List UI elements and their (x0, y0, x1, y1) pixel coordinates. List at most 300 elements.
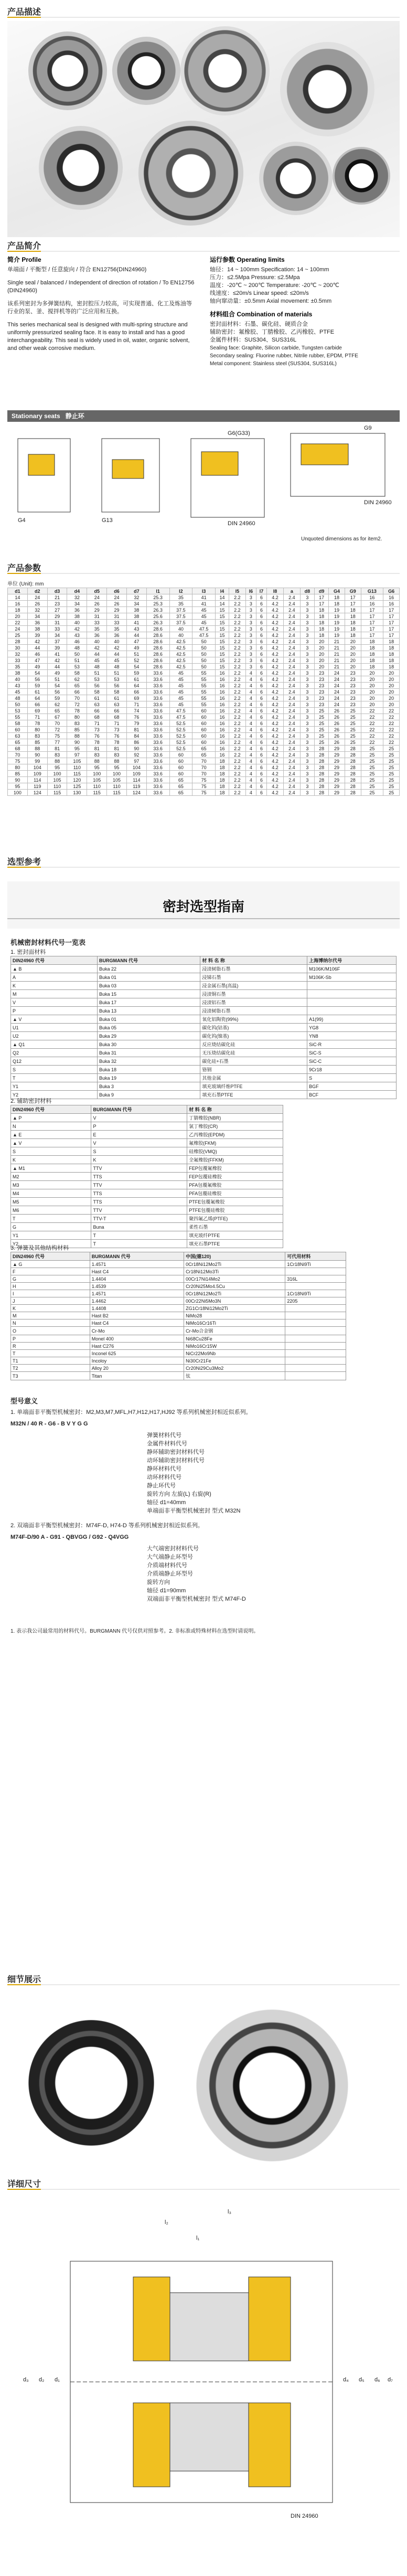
secondary-cell: 柔性石墨 (187, 1223, 283, 1231)
params-cell: 36 (87, 632, 107, 638)
springs-cell: 316L (285, 1275, 346, 1283)
secondary-cell: TTV (91, 1164, 187, 1173)
params-cell: 16 (216, 720, 229, 727)
params-cell: 22 (383, 708, 400, 714)
guide-header (7, 881, 400, 929)
params-cell: 54 (27, 670, 47, 676)
params-cell: 45 (169, 670, 192, 676)
params-cell: 3 (245, 594, 256, 601)
springs-cell: Hast C276 (90, 1343, 184, 1350)
params-cell: 66 (87, 708, 107, 714)
params-cell: 33.6 (146, 739, 169, 746)
springs-cell: Cr20Ni25Mo4.5Cu (184, 1283, 285, 1290)
faces-row (11, 1024, 397, 1032)
params-cell: 109 (126, 771, 146, 777)
params-row (8, 689, 400, 695)
params-cell: 68 (8, 746, 28, 752)
params-cell: 34 (27, 613, 47, 620)
params-header-cell: d9 (315, 588, 329, 594)
springs-cell: Hast B2 (90, 1312, 184, 1319)
params-cell: 52.5 (169, 746, 192, 752)
params-cell: 6 (256, 664, 266, 670)
params-cell: 63 (107, 701, 127, 708)
params-cell: 20 (345, 664, 361, 670)
params-cell: 51 (47, 676, 67, 683)
params-cell: 115 (47, 790, 67, 796)
params-cell: 100 (47, 771, 67, 777)
dim-l3: l₃ (228, 2209, 231, 2215)
seal-image-1 (28, 31, 107, 110)
params-cell: 18 (315, 607, 329, 613)
params-row (8, 783, 400, 790)
params-cell: 59 (27, 683, 47, 689)
params-cell: 35 (107, 626, 127, 632)
params-cell: 17 (361, 620, 383, 626)
secondary-cell: TTS (91, 1189, 187, 1198)
springs-cell: G (11, 1275, 90, 1283)
params-cell: 28 (345, 752, 361, 758)
params-cell: 29 (47, 613, 67, 620)
params-cell: 81 (47, 746, 67, 752)
params-cell: 66 (126, 689, 146, 695)
params-cell: 88 (87, 758, 107, 764)
section-title-detail: 细节展示 (7, 1975, 41, 1984)
params-cell: 3 (300, 777, 314, 783)
params-cell: 38 (27, 626, 47, 632)
secondary-cell: E (91, 1131, 187, 1139)
example-1 (10, 1408, 397, 1515)
params-cell: 2.2 (229, 664, 245, 670)
faces-cell: SiC-R (307, 1040, 397, 1049)
params-cell: 2.4 (283, 651, 300, 657)
stationary-seats-drawings (7, 423, 400, 549)
params-cell: 2.4 (283, 607, 300, 613)
example-2-line: 介质端材料代号 (147, 1562, 187, 1569)
params-cell: 24 (329, 676, 345, 683)
params-cell: 34 (67, 601, 87, 607)
params-cell: 68 (87, 714, 107, 720)
params-cell: 42 (107, 645, 127, 651)
params-cell: 2.2 (229, 594, 245, 601)
params-row (8, 708, 400, 714)
params-cell: 16 (361, 601, 383, 607)
params-cell: 6 (256, 701, 266, 708)
params-cell: 22 (361, 708, 383, 714)
params-cell: 6 (256, 727, 266, 733)
params-cell: 3 (300, 620, 314, 626)
params-cell: 18 (383, 638, 400, 645)
params-cell: 4 (245, 720, 256, 727)
params-cell: 53 (67, 664, 87, 670)
faces-cell: Buka 13 (97, 1007, 200, 1015)
example-1-line: 轴径 d1=40mm (147, 1499, 186, 1506)
params-cell: 60 (169, 758, 192, 764)
params-row (8, 695, 400, 701)
secondary-cell: 乙丙橡胶(EPDM) (187, 1131, 283, 1139)
example-2-line: 双端面非平衡型机械密封 型式 M74F-D (147, 1596, 246, 1602)
springs-cell: T3 (11, 1372, 90, 1380)
params-cell: 31 (47, 620, 67, 626)
params-cell: 3 (245, 632, 256, 638)
springs-cell: Monel 400 (90, 1335, 184, 1343)
stationary-seats-en: Stationary seats (12, 412, 60, 420)
params-cell: 70 (8, 752, 28, 758)
params-cell: 2.4 (283, 657, 300, 664)
params-cell: 28 (345, 790, 361, 796)
params-cell: 33 (8, 657, 28, 664)
params-cell: 66 (107, 708, 127, 714)
params-cell: 35 (87, 626, 107, 632)
params-cell: 28 (345, 746, 361, 752)
params-cell: 85 (27, 739, 47, 746)
params-cell: 4 (245, 777, 256, 783)
springs-cell: 1.4539 (90, 1283, 184, 1290)
params-cell: 50 (192, 638, 216, 645)
params-cell: 52.5 (169, 727, 192, 733)
params-cell: 42.5 (169, 664, 192, 670)
params-cell: 61 (107, 695, 127, 701)
params-cell: 32 (27, 607, 47, 613)
params-cell: 2.2 (229, 620, 245, 626)
params-header-cell: G13 (361, 588, 383, 594)
secondary-row (11, 1223, 283, 1231)
params-cell: 3 (300, 683, 314, 689)
params-cell: 21 (329, 657, 345, 664)
params-cell: 100 (87, 771, 107, 777)
params-cell: 4 (245, 733, 256, 739)
faces-cell: M106K/M106F (307, 965, 397, 973)
params-cell: 53 (87, 676, 107, 683)
faces-cell: M106K-Sb (307, 973, 397, 982)
secondary-cell: 丁腈橡胶(NBR) (187, 1114, 283, 1122)
springs-cell (285, 1365, 346, 1372)
secondary-cell: 氯丁橡胶(CR) (187, 1122, 283, 1131)
params-cell: 16 (216, 752, 229, 758)
params-cell: 97 (67, 752, 87, 758)
params-cell: 46 (27, 651, 47, 657)
params-cell: 55 (192, 676, 216, 683)
params-cell: 33.6 (146, 720, 169, 727)
params-cell: 33.6 (146, 790, 169, 796)
params-cell: 23 (315, 695, 329, 701)
params-cell: 25 (383, 790, 400, 796)
springs-cell: Hast C4 (90, 1319, 184, 1327)
params-cell: 42 (27, 638, 47, 645)
params-cell: 24 (27, 594, 47, 601)
seat-label-din-1: DIN 24960 (228, 520, 255, 527)
params-cell: 4.2 (267, 695, 284, 701)
params-cell: 25 (315, 714, 329, 720)
params-cell: 25.3 (146, 601, 169, 607)
params-cell: 4.2 (267, 626, 284, 632)
params-cell: 4 (245, 714, 256, 720)
params-cell: 74 (126, 708, 146, 714)
params-cell: 2.2 (229, 601, 245, 607)
springs-row (11, 1365, 346, 1372)
params-cell: 22 (383, 739, 400, 746)
params-cell: 17 (383, 632, 400, 638)
springs-row (11, 1290, 346, 1297)
faces-row (11, 1040, 397, 1049)
params-cell: 22 (361, 739, 383, 746)
params-cell: 16 (383, 601, 400, 607)
params-cell: 42.5 (169, 657, 192, 664)
params-cell: 2.4 (283, 708, 300, 714)
faces-cell: YG8 (307, 1024, 397, 1032)
params-cell: 72 (47, 727, 67, 733)
params-cell: 2.4 (283, 689, 300, 695)
section-divider (7, 573, 400, 574)
dim-d4: d₄ (343, 2377, 349, 2383)
params-cell: 2.2 (229, 670, 245, 676)
example-1-line: 静环辅助密封材料代号 (147, 1449, 205, 1455)
springs-header-cell: 可代用材料 (285, 1252, 346, 1261)
secondary-cell: T (91, 1240, 187, 1248)
springs-cell: 1Cr18Ni9Ti (285, 1290, 346, 1297)
params-cell: 33.6 (146, 733, 169, 739)
seal-image-4 (280, 42, 374, 136)
params-cell: 37.5 (169, 620, 192, 626)
faces-cell: Buka 05 (97, 1024, 200, 1032)
params-cell: 25 (345, 720, 361, 727)
faces-cell: 浸渍树脂石墨 (200, 1007, 307, 1015)
params-cell: 6 (256, 683, 266, 689)
faces-row (11, 1015, 397, 1024)
faces-cell: 浸渍树脂石墨 (200, 965, 307, 973)
params-cell: 21 (329, 664, 345, 670)
params-row (8, 594, 400, 601)
params-cell: 4.2 (267, 651, 284, 657)
faces-cell: 氧化铝陶瓷(99%) (200, 1015, 307, 1024)
params-cell: 22 (383, 733, 400, 739)
faces-cell: Buka 22 (97, 965, 200, 973)
params-cell: 4.2 (267, 771, 284, 777)
secondary-cell: V (91, 1114, 187, 1122)
params-cell: 65 (67, 683, 87, 689)
faces-row (11, 1066, 397, 1074)
springs-row (11, 1372, 346, 1380)
params-cell: 62 (47, 701, 67, 708)
operating-column (210, 256, 400, 368)
params-cell: 26 (87, 601, 107, 607)
params-cell: 25 (383, 752, 400, 758)
params-cell: 18 (361, 645, 383, 651)
params-header-cell: d8 (300, 588, 314, 594)
params-cell: 31 (87, 613, 107, 620)
secondary-cell: PFA包覆硅橡胶 (187, 1189, 283, 1198)
params-cell: 66 (67, 689, 87, 695)
params-cell: 85 (67, 727, 87, 733)
params-row (8, 727, 400, 733)
params-cell: 4.2 (267, 708, 284, 714)
springs-cell: 00Cr22Ni5Mo3N (184, 1297, 285, 1305)
params-cell: 60 (192, 739, 216, 746)
params-cell: 25 (315, 720, 329, 727)
materials-line-2: 辅助密封：氟橡胶、丁腈橡胶、乙丙橡胶、PTFE (210, 329, 335, 335)
springs-cell: 1.4571 (90, 1261, 184, 1268)
params-cell: 37.5 (169, 607, 192, 613)
stationary-seats-cn: 静止环 (65, 412, 84, 420)
params-cell: 45 (169, 683, 192, 689)
seal-image-7 (259, 142, 333, 215)
dimension-svg (7, 2198, 400, 2566)
params-cell: 50 (192, 645, 216, 651)
params-cell: 16 (8, 601, 28, 607)
params-cell: 40 (87, 638, 107, 645)
faces-row (11, 1082, 397, 1091)
secondary-row (11, 1206, 283, 1215)
params-cell: 48 (107, 664, 127, 670)
secondary-cell: T (91, 1231, 187, 1240)
params-cell: 4.2 (267, 714, 284, 720)
params-cell: 24 (329, 683, 345, 689)
params-cell: 23 (345, 670, 361, 676)
params-cell: 81 (107, 746, 127, 752)
params-cell: 100 (107, 771, 127, 777)
params-cell: 3 (300, 746, 314, 752)
params-cell: 4.2 (267, 783, 284, 790)
params-cell: 39 (47, 645, 67, 651)
params-cell: 33.6 (146, 695, 169, 701)
params-cell: 25 (345, 708, 361, 714)
params-cell: 28 (315, 764, 329, 771)
params-cell: 58 (107, 689, 127, 695)
params-cell: 16 (216, 683, 229, 689)
params-header-cell: l3 (192, 588, 216, 594)
params-cell: 20 (315, 664, 329, 670)
params-cell: 104 (27, 764, 47, 771)
faces-cell: Buka 19 (97, 1074, 200, 1082)
params-cell: 28 (315, 758, 329, 764)
params-cell: 47.5 (192, 632, 216, 638)
detail-photo (7, 1999, 400, 2172)
springs-cell: NiMo16Cr15W (184, 1343, 285, 1350)
faces-cell: YN8 (307, 1032, 397, 1040)
faces-cell (307, 990, 397, 998)
params-cell: 4 (245, 727, 256, 733)
seat-label-g13: G13 (102, 517, 113, 524)
params-cell: 56 (47, 689, 67, 695)
params-row (8, 626, 400, 632)
faces-row (11, 1032, 397, 1040)
params-cell: 29 (329, 783, 345, 790)
faces-cell: Buka 30 (97, 1040, 200, 1049)
faces-cell (307, 982, 397, 990)
example-2-lines (10, 1545, 397, 1603)
params-header-cell: d6 (107, 588, 127, 594)
params-cell: 3 (245, 664, 256, 670)
section-divider (7, 1984, 400, 1985)
params-cell: 3 (300, 651, 314, 657)
params-cell: 4.2 (267, 720, 284, 727)
params-cell: 25 (383, 758, 400, 764)
params-row (8, 638, 400, 645)
params-cell: 2.4 (283, 714, 300, 720)
example-2-line: 介质端静止环型号 (147, 1571, 193, 1577)
params-cell: 4 (245, 764, 256, 771)
params-cell: 6 (256, 626, 266, 632)
params-cell: 4.2 (267, 790, 284, 796)
springs-cell: 1.4462 (90, 1297, 184, 1305)
params-cell: 25 (361, 777, 383, 783)
faces-cell: Buka 31 (97, 1049, 200, 1057)
params-cell: 65 (192, 746, 216, 752)
faces-cell: 9Cr18 (307, 1066, 397, 1074)
params-cell: 28.6 (146, 657, 169, 664)
params-cell: 4.2 (267, 777, 284, 783)
example-1-line: 单端面非平衡型机械密封 型式 M32N (147, 1508, 241, 1514)
faces-cell: ▲ V (11, 1015, 98, 1024)
params-cell: 33.6 (146, 746, 169, 752)
params-cell: 18 (361, 638, 383, 645)
faces-row (11, 990, 397, 998)
operating-speed: 线速度：≤20m/s Linear speed: ≤20m/s (210, 290, 309, 296)
params-cell: 104 (126, 764, 146, 771)
secondary-cell: FEP包覆氟橡胶 (187, 1164, 283, 1173)
springs-row (11, 1261, 346, 1268)
params-cell: 38 (126, 607, 146, 613)
params-cell: 70 (192, 764, 216, 771)
secondary-row (11, 1122, 283, 1131)
faces-row (11, 965, 397, 973)
params-cell: 6 (256, 708, 266, 714)
params-row (8, 746, 400, 752)
params-cell: 52.5 (169, 720, 192, 727)
faces-cell: 碳化钨(镍基) (200, 1032, 307, 1040)
params-cell: 2.4 (283, 790, 300, 796)
params-cell: 65 (8, 739, 28, 746)
guide-sub-1: 1. 密封面材料 (10, 949, 46, 955)
params-cell: 45 (192, 613, 216, 620)
params-cell: 23 (345, 695, 361, 701)
params-cell: 2.2 (229, 720, 245, 727)
params-cell: 17 (383, 626, 400, 632)
params-cell: 28.6 (146, 638, 169, 645)
params-cell: 110 (67, 764, 87, 771)
params-cell: 42.5 (169, 645, 192, 651)
params-cell: 56 (87, 683, 107, 689)
params-header-cell: l6 (245, 588, 256, 594)
params-cell: 3 (300, 727, 314, 733)
params-cell: 26 (329, 708, 345, 714)
params-cell: 55 (192, 689, 216, 695)
params-cell: 23 (315, 670, 329, 676)
params-cell: 20 (315, 645, 329, 651)
params-cell: 71 (27, 714, 47, 720)
materials-line-1: 密封面材料：石墨、碳化硅、硬质合金 (210, 321, 308, 327)
params-cell: 33.6 (146, 777, 169, 783)
params-cell: 18 (345, 626, 361, 632)
params-cell: 92 (126, 752, 146, 758)
params-cell: 2.2 (229, 651, 245, 657)
section-title-dims: 详细尺寸 (7, 2180, 41, 2189)
faces-cell: 填充玻璃纤维PTFE (200, 1082, 307, 1091)
params-cell: 6 (256, 733, 266, 739)
operating-axial: 轴向窜动量：±0.5mm Axial movement: ±0.5mm (210, 298, 332, 304)
params-cell: 2.4 (283, 601, 300, 607)
params-cell: 88 (107, 758, 127, 764)
params-cell: 2.2 (229, 613, 245, 620)
dim-d6: d₆ (374, 2377, 380, 2383)
params-cell: 25 (345, 733, 361, 739)
secondary-cell: FEP包覆硅橡胶 (187, 1173, 283, 1181)
params-cell: 26 (329, 720, 345, 727)
faces-cell: Buka 32 (97, 1057, 200, 1066)
faces-cell: ▲ Q1 (11, 1040, 98, 1049)
params-cell: 25 (383, 764, 400, 771)
params-cell: 4.2 (267, 594, 284, 601)
params-cell: 18 (315, 626, 329, 632)
